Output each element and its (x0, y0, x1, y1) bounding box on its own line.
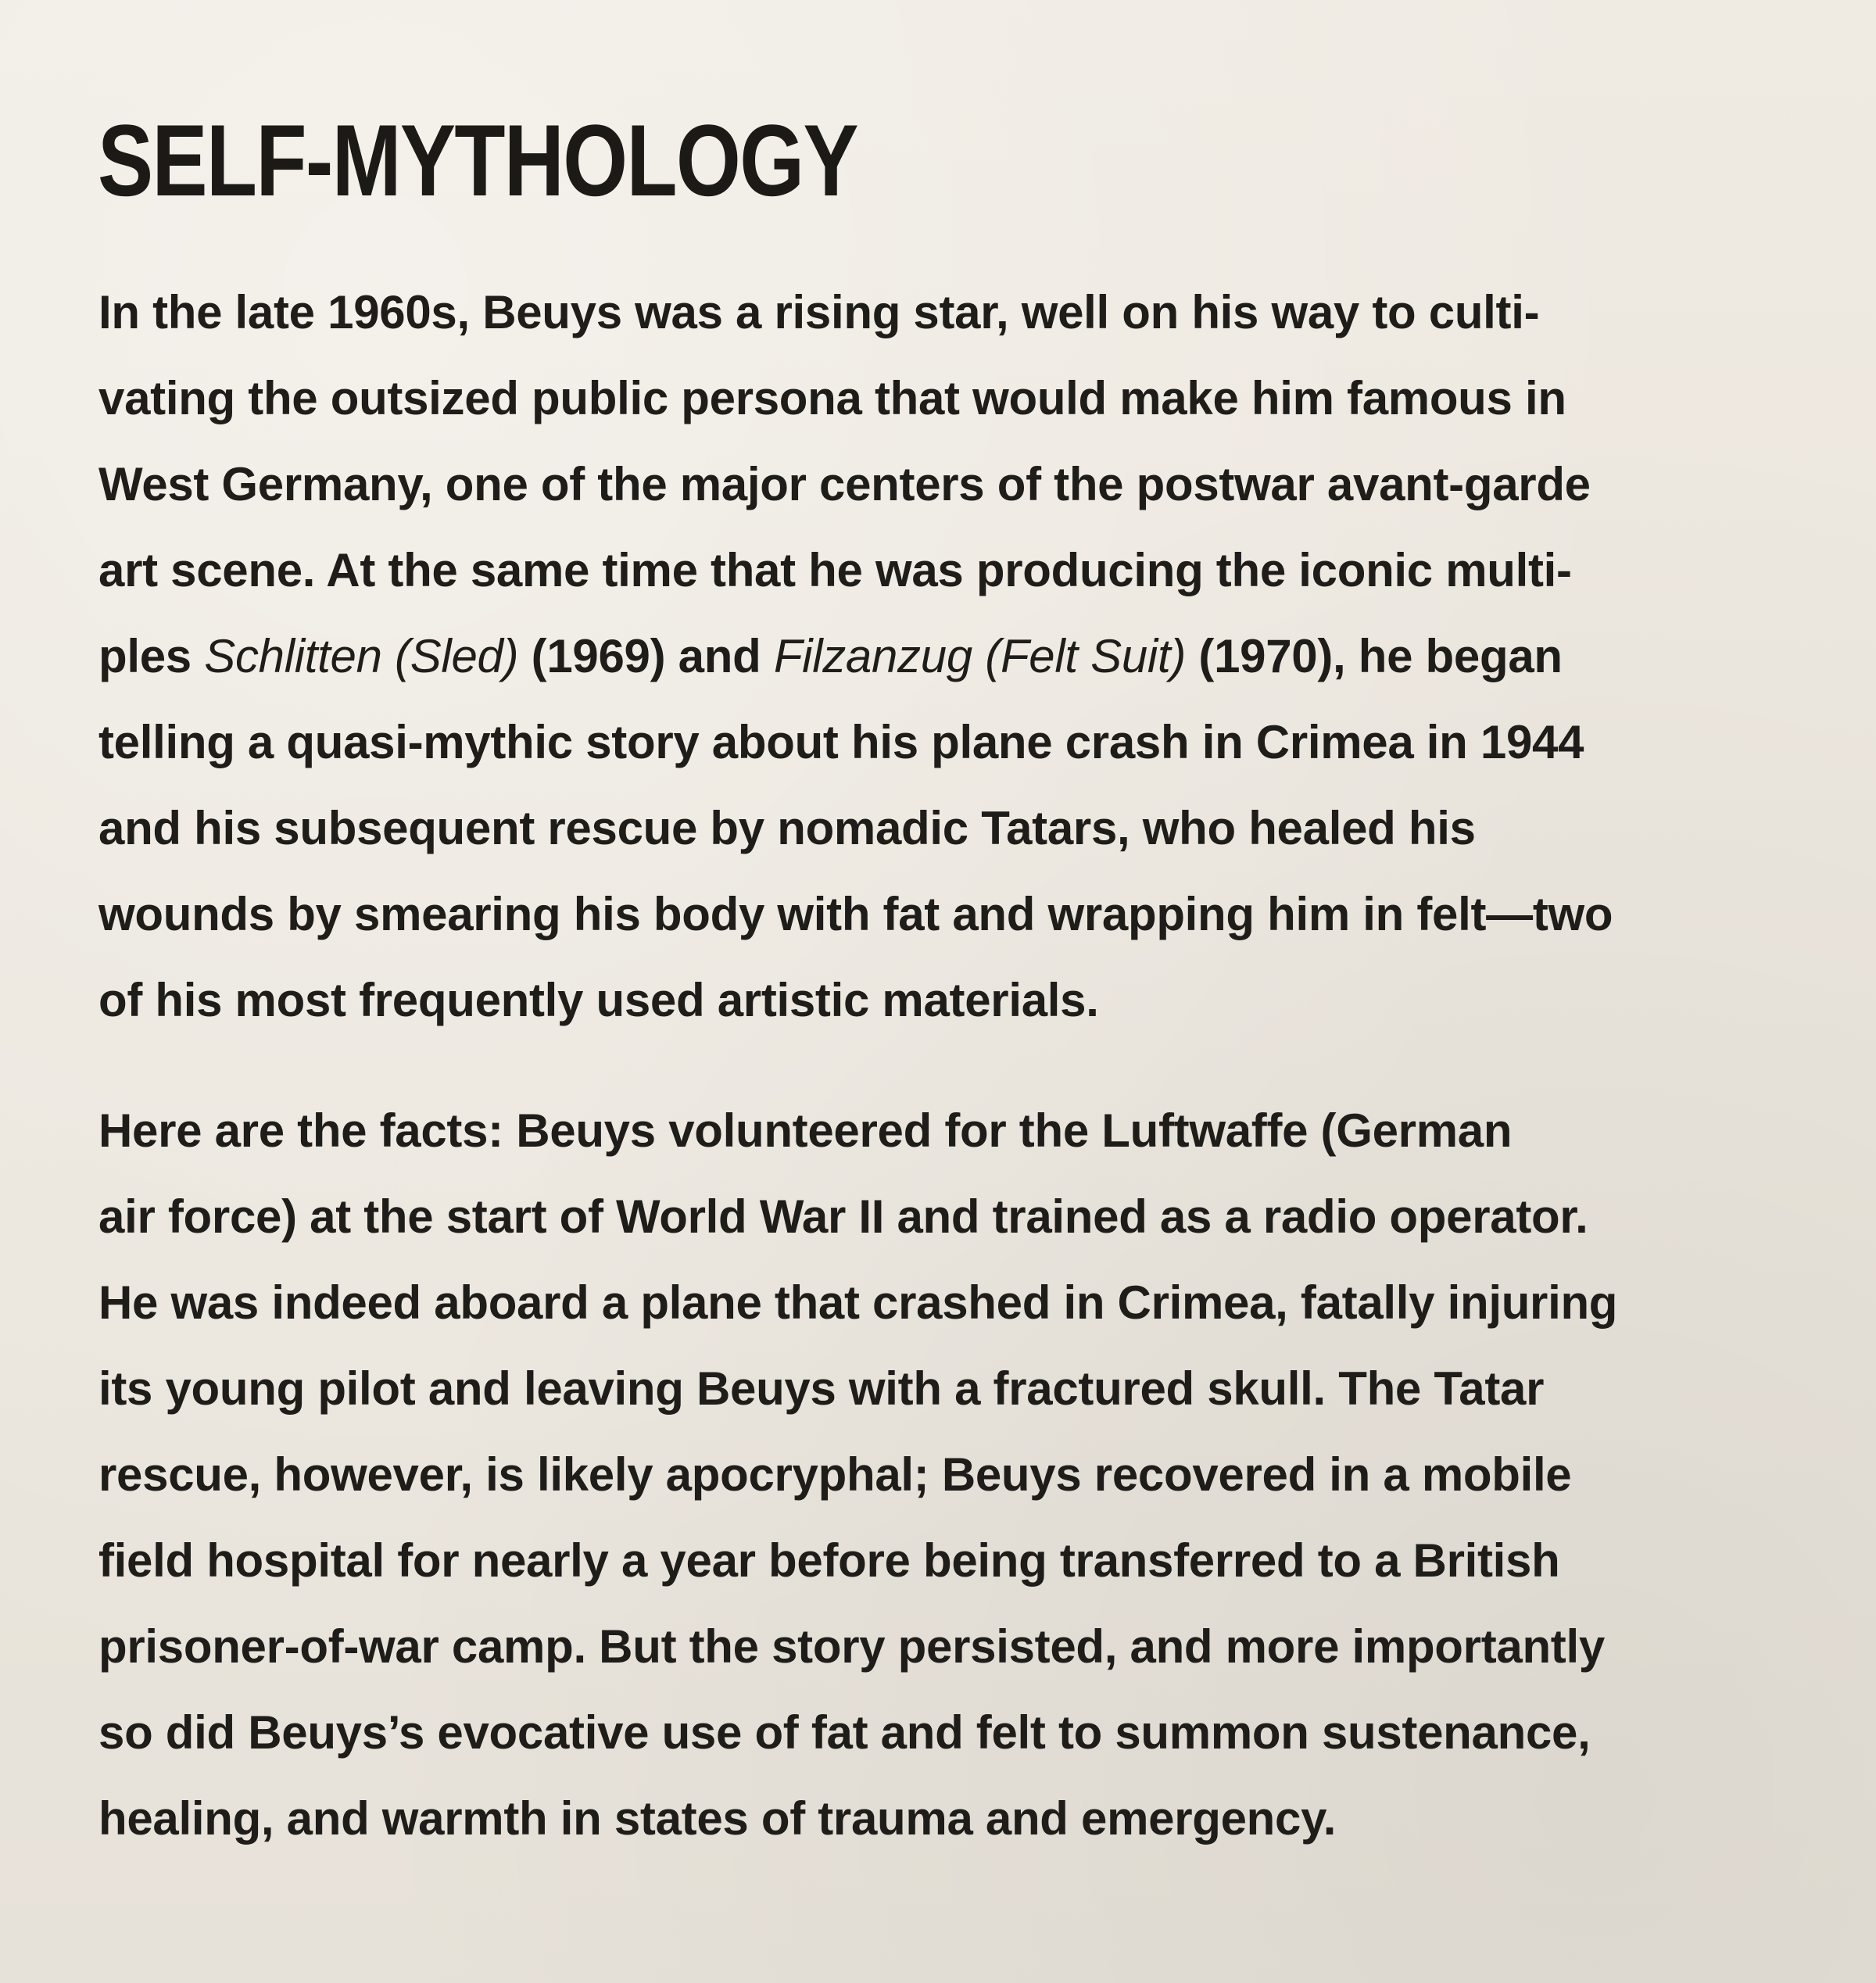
paragraph-2-line-6: field hospital for nearly a year before being transferred to a British (98, 1534, 1560, 1587)
artwork-title-schlitten: Schlitten (Sled) (204, 630, 519, 682)
paragraph-1-line-2: vating the outsized public persona that would make him famous in (98, 372, 1566, 424)
paragraph-1-line-7: and his subsequent rescue by nomadic Tatars, who healed his (98, 802, 1476, 854)
paragraph-2-line-3: He was indeed aboard a plane that crashed in Crimea, fatally injuring (98, 1276, 1618, 1329)
paragraph-1-line-8: wounds by smearing his body with fat and wrapping him in felt—two (98, 888, 1613, 940)
paragraph-2-line-8: so did Beuys’s evocative use of fat and felt to summon sustenance, (98, 1706, 1591, 1759)
panel-title: SELF-MYTHOLOGY (98, 103, 857, 217)
paragraph-2-line-4: its young pilot and leaving Beuys with a fractured skull. The Tatar (98, 1362, 1545, 1415)
paragraph-2-line-5: rescue, however, is likely apocryphal; Beuys recovered in a mobile (98, 1448, 1572, 1501)
artwork-title-filzanzug: Filzanzug (Felt Suit) (773, 630, 1187, 682)
paragraph-1-line-6: telling a quasi-mythic story about his plane crash in Crimea in 1944 (98, 716, 1584, 768)
paragraph-1-line-4: art scene. At the same time that he was producing the iconic multi- (98, 544, 1572, 596)
line-5-text-a: ples (98, 630, 205, 682)
paragraph-2 (98, 1088, 1787, 1862)
line-5-text-c: (1970), he began (1186, 630, 1563, 682)
paragraph-1-line-9: of his most frequently used artistic materials. (98, 974, 1099, 1026)
line-5-text-b: (1969) and (518, 630, 774, 682)
paragraph-2-line-7: prisoner-of-war camp. But the story persisted, and more importantly (98, 1620, 1605, 1673)
paragraph-2-line-9: healing, and warmth in states of trauma and emergency. (98, 1792, 1337, 1845)
paragraph-1-line-5 (98, 614, 1787, 700)
paragraph-1 (98, 270, 1787, 1043)
paragraph-2-line-1: Here are the facts: Beuys volunteered for the Luftwaffe (German (98, 1104, 1513, 1157)
paragraph-2-line-2: air force) at the start of World War II and trained as a radio operator. (98, 1190, 1588, 1243)
paragraph-1-line-3: West Germany, one of the major centers of the postwar avant-garde (98, 458, 1591, 510)
paragraph-1-line-1: In the late 1960s, Beuys was a rising star, well on his way to culti- (98, 286, 1540, 338)
